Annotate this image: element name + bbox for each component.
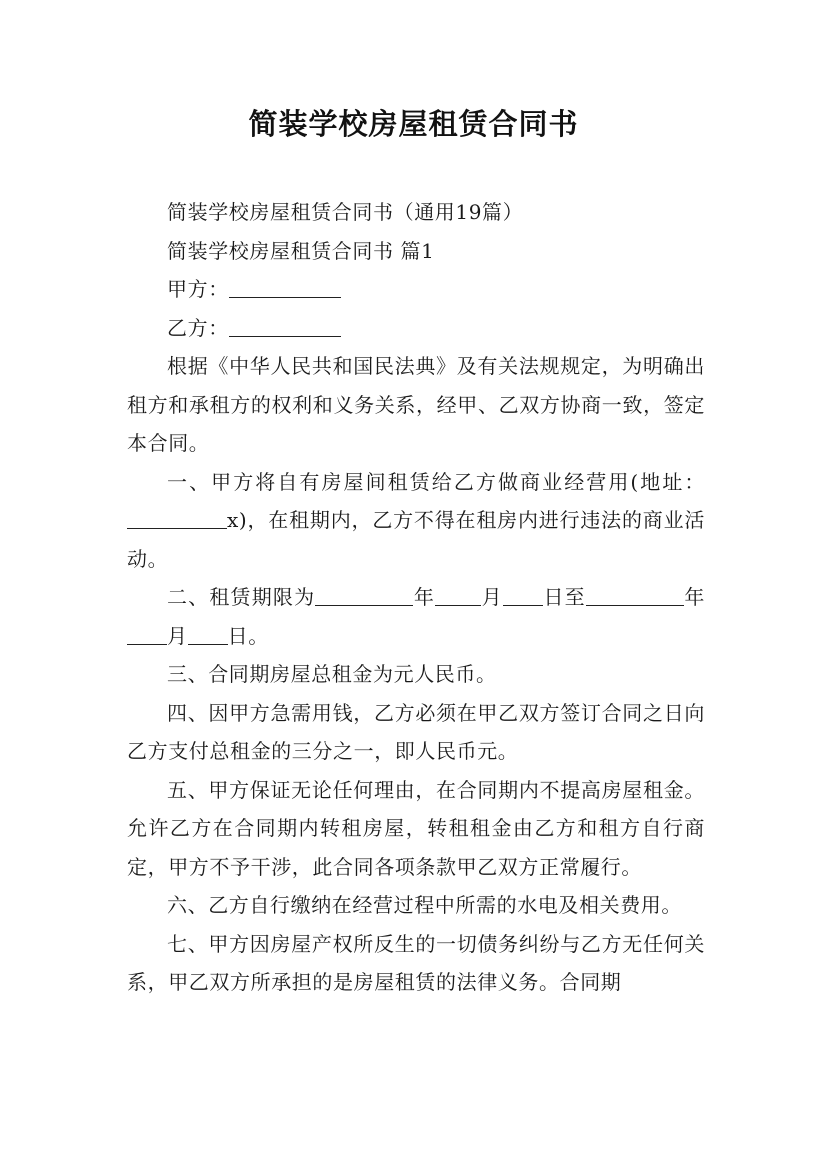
start-day-blank: [503, 585, 543, 606]
party-a-line: [127, 270, 705, 309]
document-title: 简装学校房屋租赁合同书: [248, 107, 579, 141]
month-label-2: 月: [167, 623, 188, 648]
party-b-label: 乙方：: [167, 315, 229, 340]
party-a-blank: [229, 277, 341, 298]
clause-2-text-a: 二、租赁期限为: [167, 585, 316, 609]
address-blank: [127, 508, 227, 529]
clause-5: 五、甲方保证无论任何理由，在合同期内不提高房屋租金。允许乙方在合同期内转租房屋，转租租金由乙方和租方自行商定，甲方不予干涉，此合同各项条款甲乙双方正常履行。: [127, 777, 705, 879]
clause-3: 三、合同期房屋总租金为元人民币。: [167, 662, 497, 686]
end-year-blank: [586, 585, 684, 606]
clause-1: [127, 463, 705, 579]
clause-1-text-b: x)，在租期内，乙方不得在租房内进行违法的商业活动。: [127, 508, 705, 571]
party-b-blank: [229, 316, 341, 337]
day-end-label: 日。: [227, 623, 269, 648]
clause-4: 四、因甲方急需用钱，乙方必须在甲乙双方签订合同之日向乙方支付总租金的三分之一，即人民币元。: [127, 700, 705, 763]
document-body: [127, 193, 705, 1002]
party-b-line: [127, 309, 705, 348]
clause-1-text-a: 一、甲方将自有房屋间租赁给乙方做商业经营用(地址：: [167, 469, 705, 494]
clause-7: 七、甲方因房屋产权所反生的一切债务纠纷与乙方无任何关系，甲乙双方所承担的是房屋租赁的法律义务。合同期: [127, 931, 705, 994]
month-label-1: 月: [481, 585, 503, 609]
party-a-label: 甲方：: [167, 277, 229, 301]
start-month-blank: [435, 585, 481, 606]
year-label-2: 年: [683, 585, 705, 609]
document-subtitle: 简装学校房屋租赁合同书（通用19篇）: [167, 200, 524, 224]
day-to-label: 日至: [542, 585, 586, 609]
section-heading: 简装学校房屋租赁合同书 篇1: [167, 238, 435, 263]
start-year-blank: [315, 585, 413, 606]
end-day-blank: [188, 624, 228, 645]
intro-paragraph: 根据《中华人民共和国民法典》及有关法规规定，为明确出租方和承租方的权利和义务关系，经甲、乙双方协商一致，签定本合同。: [127, 354, 705, 455]
year-label-1: 年: [413, 585, 436, 609]
clause-6: 六、乙方自行缴纳在经营过程中所需的水电及相关费用。: [167, 893, 682, 917]
clause-2: [127, 578, 705, 655]
end-month-blank: [127, 624, 167, 645]
